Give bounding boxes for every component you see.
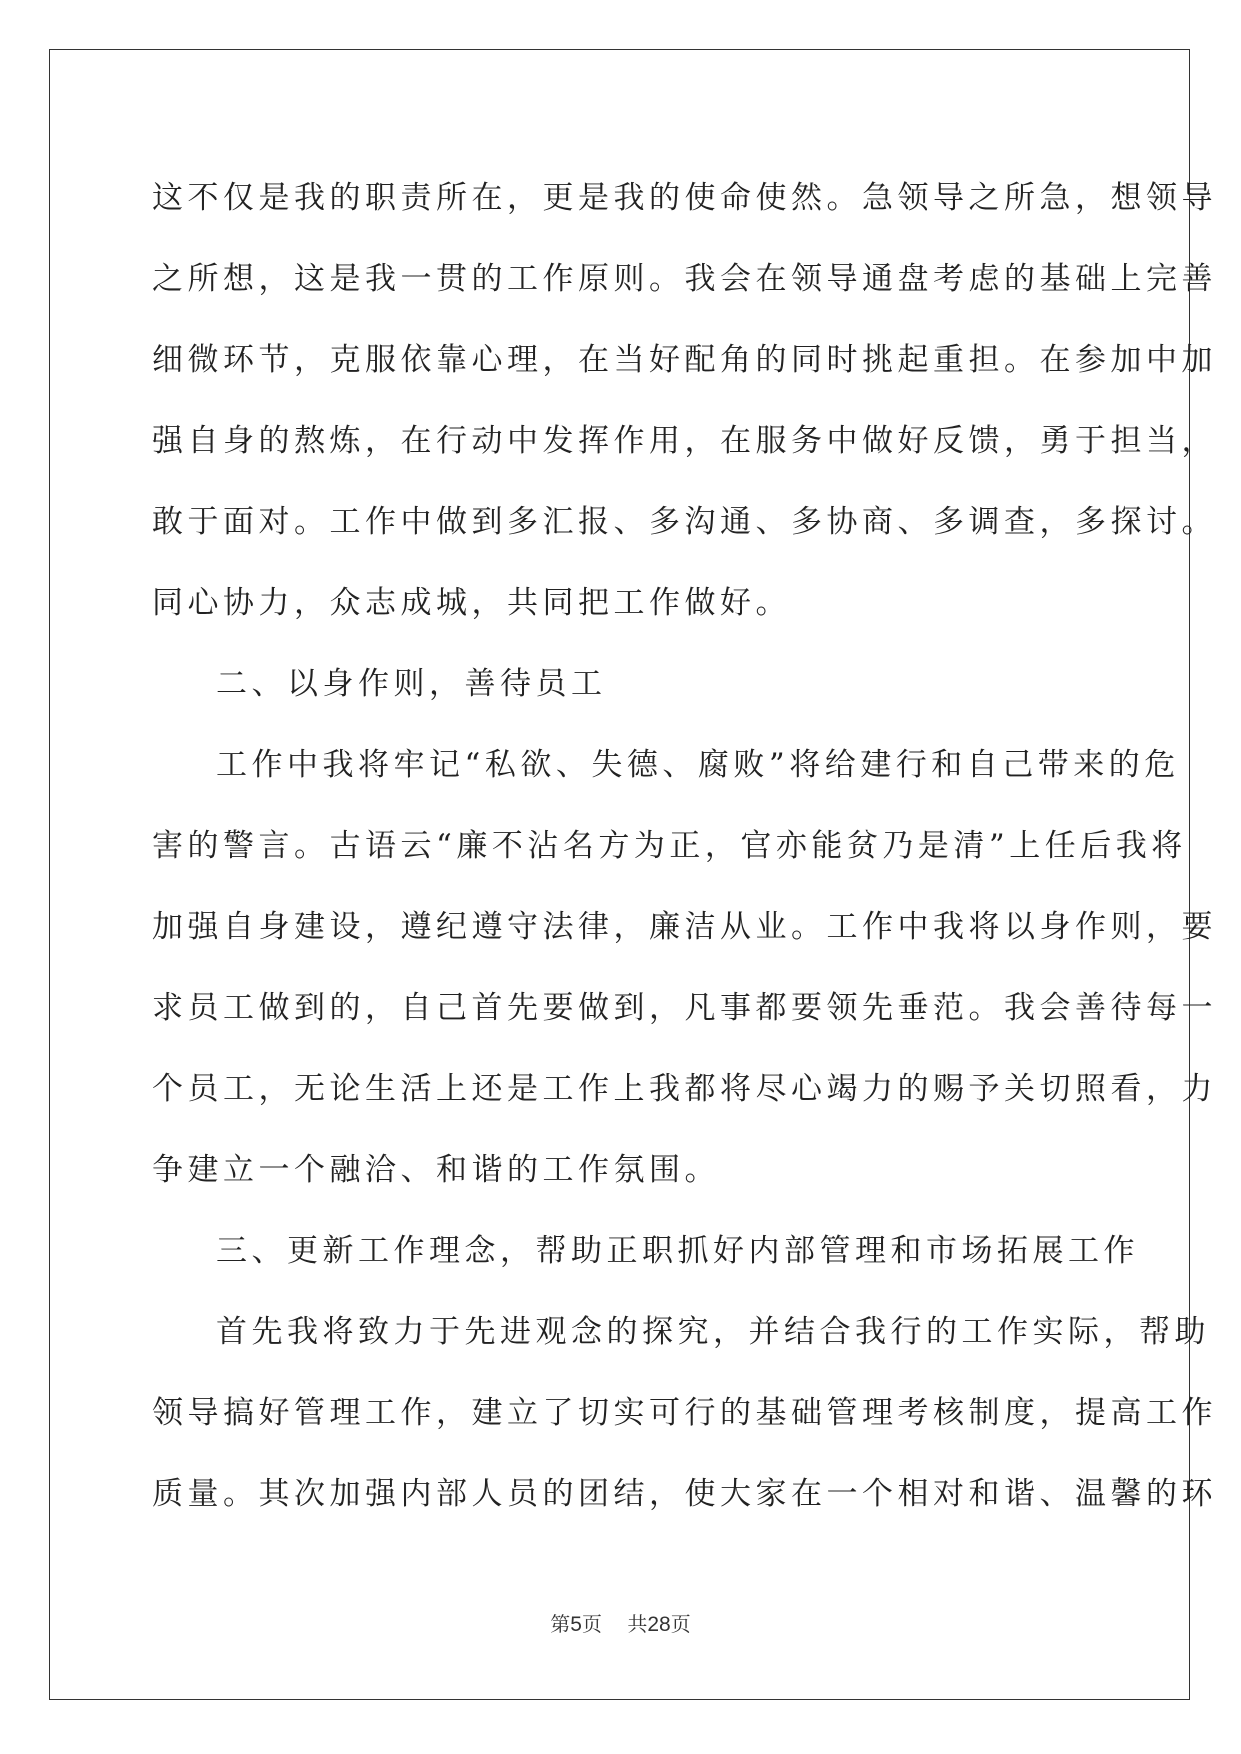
paragraph-line: 质量。其次加强内部人员的团结，使大家在一个相对和谐、温馨的环 — [152, 1476, 1217, 1512]
total-label-suffix: 页 — [670, 1612, 691, 1636]
section-heading: 二、以身作则，善待员工 — [216, 666, 607, 702]
total-label-prefix: 共 — [627, 1612, 648, 1636]
paragraph-line: 细微环节，克服依靠心理，在当好配角的同时挑起重担。在参加中加 — [152, 342, 1217, 378]
page-number: 5 — [570, 1613, 582, 1636]
paragraph-line: 之所想，这是我一贯的工作原则。我会在领导通盘考虑的基础上完善 — [152, 261, 1217, 297]
paragraph-line: 这不仅是我的职责所在，更是我的使命使然。急领导之所急，想领导 — [152, 180, 1217, 216]
document-body — [152, 158, 1217, 1535]
page-label-prefix: 第 — [550, 1612, 571, 1636]
paragraph-line: 个员工，无论生活上还是工作上我都将尽心竭力的赐予关切照看，力 — [152, 1071, 1217, 1107]
paragraph-line: 工作中我将牢记“私欲、失德、腐败”将给建行和自己带来的危 — [216, 747, 1180, 783]
paragraph-line: 敢于面对。工作中做到多汇报、多沟通、多协商、多调查，多探讨。 — [152, 504, 1217, 540]
page-footer — [0, 1608, 1241, 1637]
paragraph-line: 强自身的熬炼，在行动中发挥作用，在服务中做好反馈，勇于担当， — [152, 423, 1217, 459]
paragraph-line: 求员工做到的，自己首先要做到，凡事都要领先垂范。我会善待每一 — [152, 990, 1217, 1026]
paragraph-line: 加强自身建设，遵纪遵守法律，廉洁从业。工作中我将以身作则，要 — [152, 909, 1217, 945]
paragraph-line: 领导搞好管理工作，建立了切实可行的基础管理考核制度，提高工作 — [152, 1395, 1217, 1431]
page-label-suffix: 页 — [581, 1612, 602, 1636]
total-pages: 28 — [647, 1613, 671, 1636]
paragraph-line: 争建立一个融洽、和谐的工作氛围。 — [152, 1152, 720, 1188]
section-heading: 三、更新工作理念，帮助正职抓好内部管理和市场拓展工作 — [216, 1233, 1139, 1269]
paragraph-line: 害的警言。古语云“廉不沾名方为正，官亦能贫乃是清”上任后我将 — [152, 828, 1187, 864]
paragraph-line: 同心协力，众志成城，共同把工作做好。 — [152, 585, 791, 621]
paragraph-line: 首先我将致力于先进观念的探究，并结合我行的工作实际，帮助 — [216, 1314, 1210, 1350]
